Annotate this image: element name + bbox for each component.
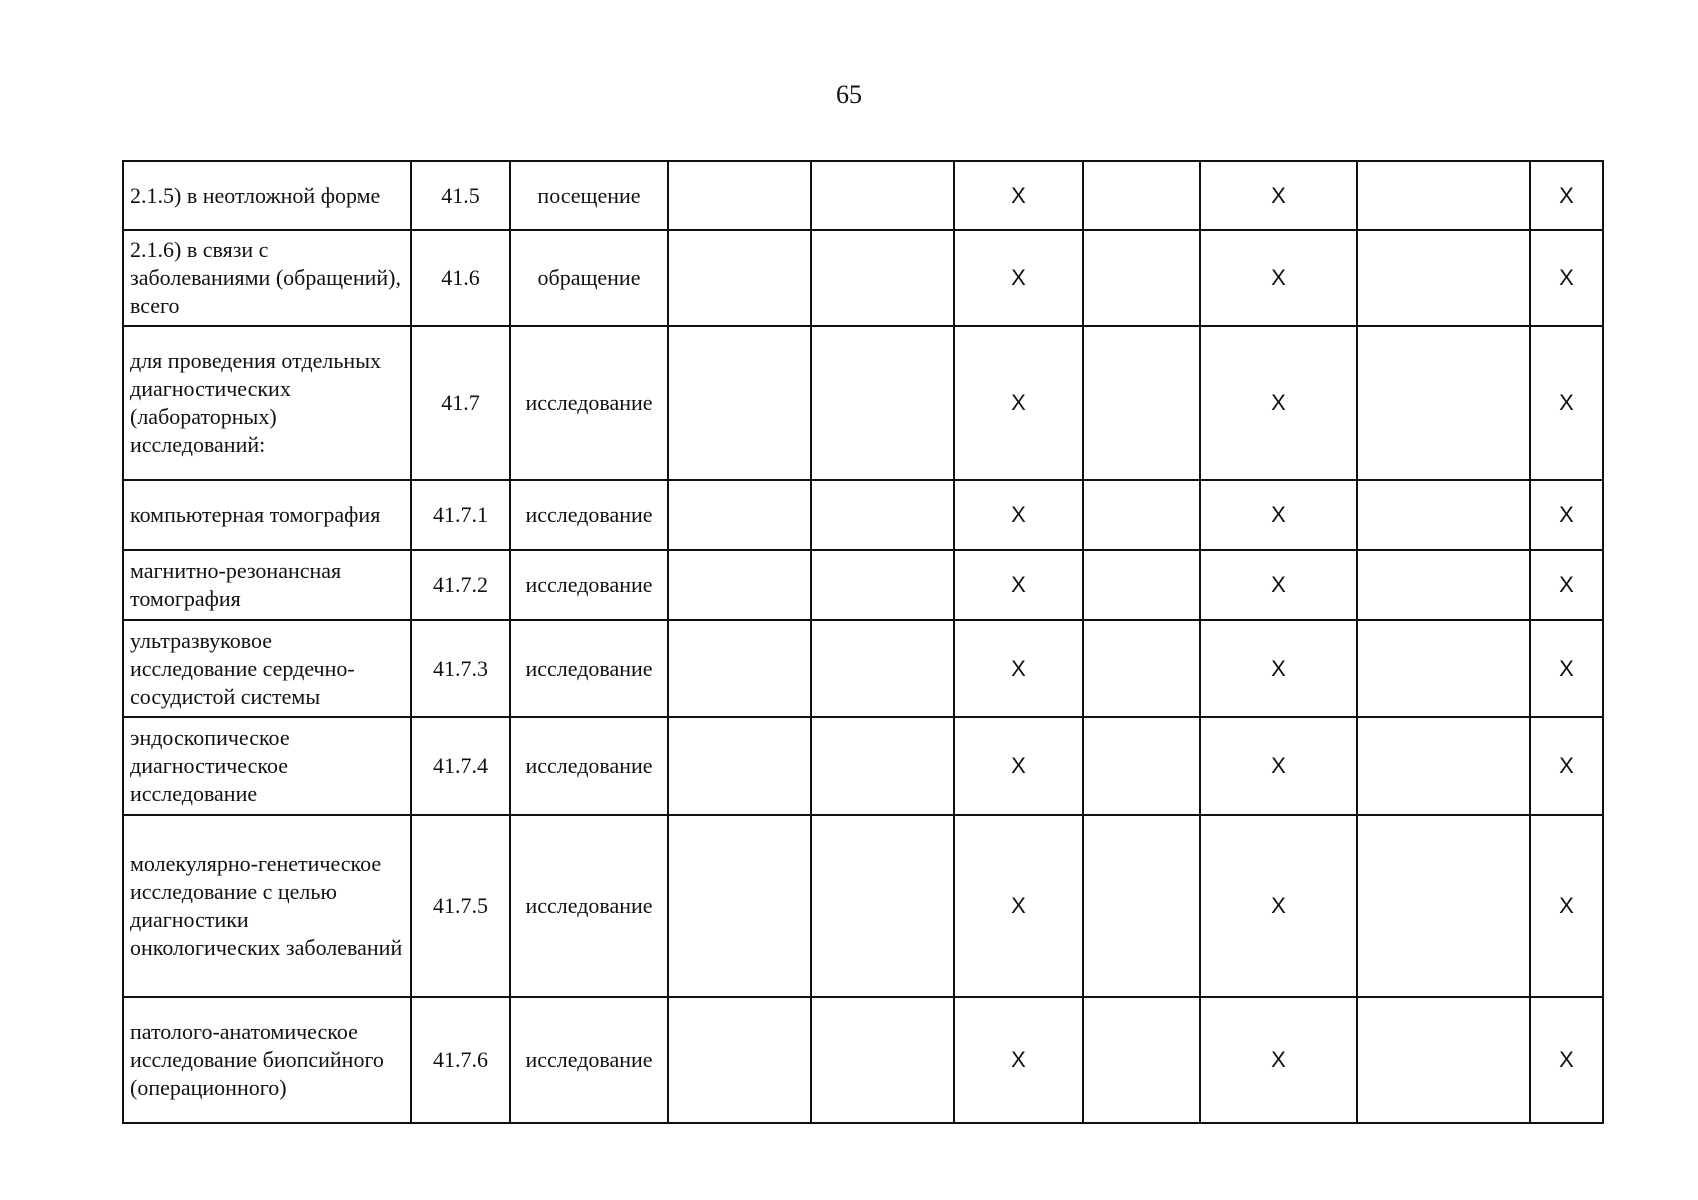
row-unit: исследование	[510, 480, 668, 550]
row-code: 41.7.5	[411, 815, 510, 997]
row-unit: исследование	[510, 717, 668, 815]
x-mark: X	[954, 620, 1083, 717]
table-row	[123, 480, 1603, 550]
empty-cell	[811, 480, 954, 550]
x-mark: X	[1200, 815, 1357, 997]
row-name: патолого-анатомическое исследование биопсийного (операционного)	[123, 997, 411, 1123]
x-mark: X	[1200, 620, 1357, 717]
x-mark: X	[1530, 620, 1603, 717]
x-mark: X	[1200, 717, 1357, 815]
row-code: 41.5	[411, 161, 510, 230]
row-unit: исследование	[510, 815, 668, 997]
x-mark: X	[954, 326, 1083, 480]
row-name: ультразвуковое исследование сердечно-сосудистой системы	[123, 620, 411, 717]
empty-cell	[811, 161, 954, 230]
row-unit: исследование	[510, 997, 668, 1123]
row-name: для проведения отдельных диагностических (лабораторных) исследований:	[123, 326, 411, 480]
empty-cell	[668, 230, 811, 326]
x-mark: X	[1200, 550, 1357, 620]
x-mark: X	[954, 480, 1083, 550]
empty-cell	[1357, 620, 1530, 717]
x-mark: X	[954, 815, 1083, 997]
empty-cell	[1083, 550, 1200, 620]
table-row	[123, 717, 1603, 815]
x-mark: X	[1530, 717, 1603, 815]
empty-cell	[1083, 161, 1200, 230]
data-table	[122, 160, 1604, 1124]
empty-cell	[1357, 717, 1530, 815]
empty-cell	[1083, 997, 1200, 1123]
row-name: компьютерная томография	[123, 480, 411, 550]
empty-cell	[811, 550, 954, 620]
table-row	[123, 326, 1603, 480]
empty-cell	[1083, 717, 1200, 815]
row-unit: исследование	[510, 326, 668, 480]
empty-cell	[1357, 815, 1530, 997]
empty-cell	[668, 480, 811, 550]
table-row	[123, 815, 1603, 997]
row-code: 41.6	[411, 230, 510, 326]
x-mark: X	[1200, 997, 1357, 1123]
empty-cell	[1357, 480, 1530, 550]
row-code: 41.7.6	[411, 997, 510, 1123]
empty-cell	[1083, 326, 1200, 480]
row-unit: посещение	[510, 161, 668, 230]
empty-cell	[811, 326, 954, 480]
x-mark: X	[954, 161, 1083, 230]
row-name: магнитно-резонансная томография	[123, 550, 411, 620]
page-number: 65	[836, 80, 862, 109]
empty-cell	[668, 815, 811, 997]
empty-cell	[668, 997, 811, 1123]
row-unit: исследование	[510, 620, 668, 717]
empty-cell	[811, 815, 954, 997]
row-code: 41.7.3	[411, 620, 510, 717]
empty-cell	[668, 620, 811, 717]
empty-cell	[1357, 326, 1530, 480]
empty-cell	[1083, 815, 1200, 997]
empty-cell	[1083, 230, 1200, 326]
row-code: 41.7.4	[411, 717, 510, 815]
row-name: 2.1.6) в связи с заболеваниями (обращений), всего	[123, 230, 411, 326]
row-unit: обращение	[510, 230, 668, 326]
empty-cell	[811, 997, 954, 1123]
x-mark: X	[1200, 480, 1357, 550]
x-mark: X	[954, 550, 1083, 620]
x-mark: X	[1200, 161, 1357, 230]
row-name: молекулярно-генетическое исследование с целью диагностики онкологических заболеваний	[123, 815, 411, 997]
empty-cell	[1357, 550, 1530, 620]
empty-cell	[1083, 480, 1200, 550]
empty-cell	[1357, 161, 1530, 230]
empty-cell	[811, 620, 954, 717]
empty-cell	[811, 717, 954, 815]
table-row	[123, 230, 1603, 326]
empty-cell	[1083, 620, 1200, 717]
table-row	[123, 161, 1603, 230]
x-mark: X	[1530, 326, 1603, 480]
row-code: 41.7.2	[411, 550, 510, 620]
x-mark: X	[1200, 326, 1357, 480]
x-mark: X	[1530, 480, 1603, 550]
empty-cell	[668, 161, 811, 230]
x-mark: X	[1200, 230, 1357, 326]
x-mark: X	[1530, 230, 1603, 326]
x-mark: X	[1530, 815, 1603, 997]
table-row	[123, 620, 1603, 717]
x-mark: X	[954, 717, 1083, 815]
empty-cell	[1357, 997, 1530, 1123]
x-mark: X	[1530, 550, 1603, 620]
row-name: 2.1.5) в неотложной форме	[123, 161, 411, 230]
empty-cell	[668, 550, 811, 620]
x-mark: X	[1530, 161, 1603, 230]
empty-cell	[668, 717, 811, 815]
row-unit: исследование	[510, 550, 668, 620]
row-code: 41.7.1	[411, 480, 510, 550]
empty-cell	[668, 326, 811, 480]
table-row	[123, 997, 1603, 1123]
empty-cell	[1357, 230, 1530, 326]
row-name: эндоскопическое диагностическое исследование	[123, 717, 411, 815]
x-mark: X	[954, 997, 1083, 1123]
table-row	[123, 550, 1603, 620]
row-code: 41.7	[411, 326, 510, 480]
empty-cell	[811, 230, 954, 326]
x-mark: X	[1530, 997, 1603, 1123]
x-mark: X	[954, 230, 1083, 326]
